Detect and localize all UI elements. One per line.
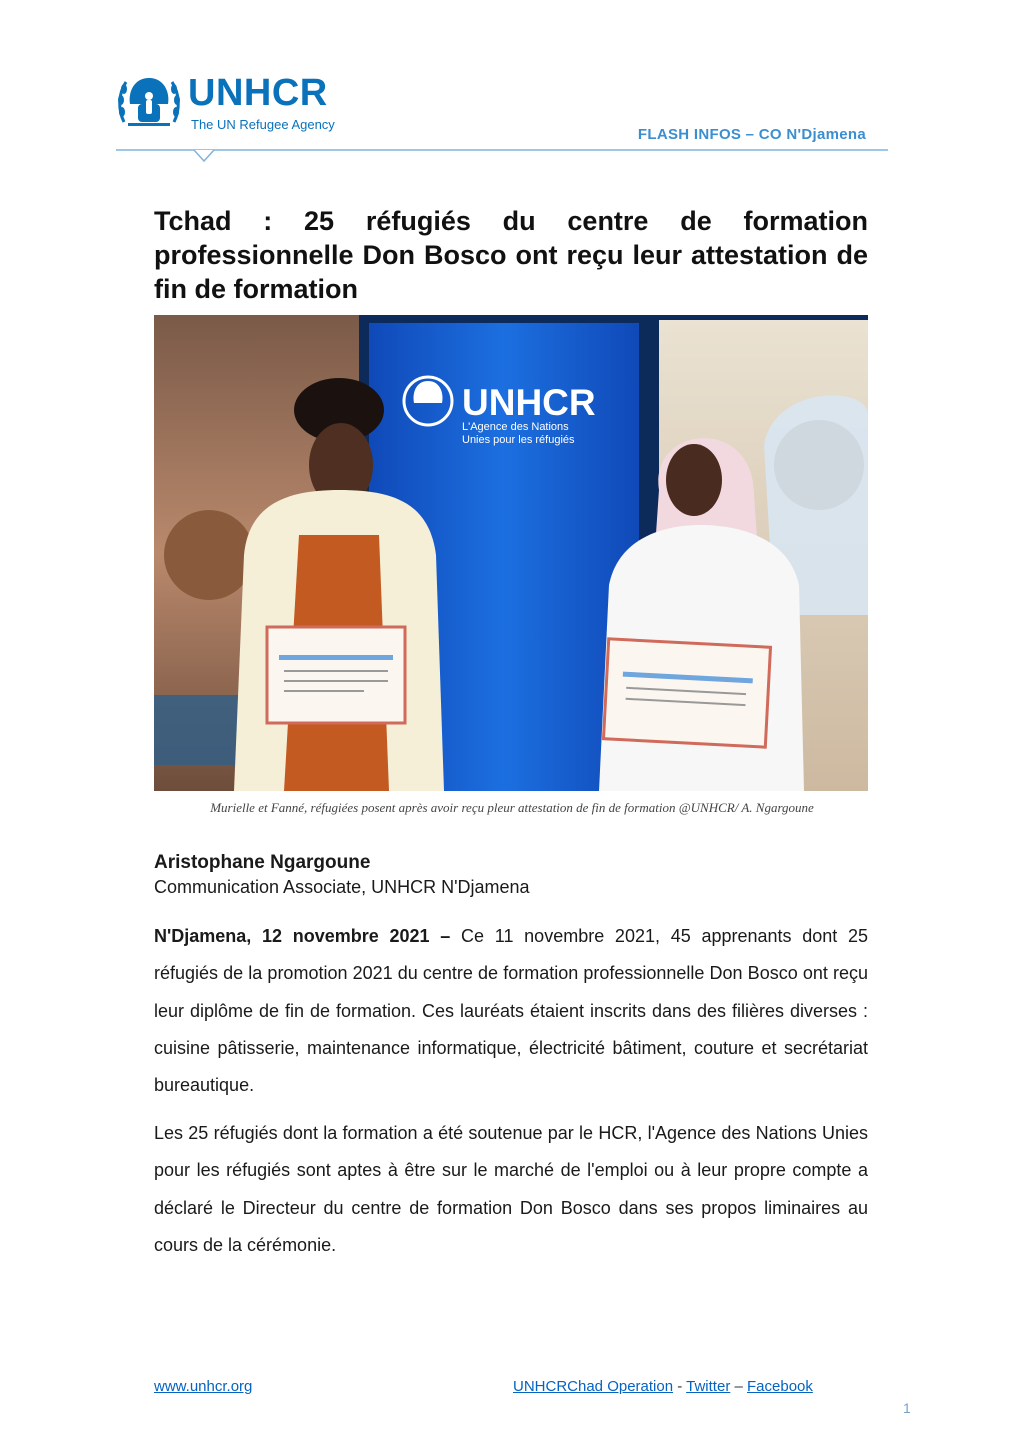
article-photo xyxy=(154,315,868,791)
paragraph-1-body: Ce 11 novembre 2021, 45 apprenants dont 25 réfugiés de la promotion 2021 du centre de formation professionnelle Don Bosco ont reçu leur diplôme de fin de formation. Ces lauréats étaient inscrits dans des filières diverses : cuisine pâtisserie, maintenance informatique, électricité bâtiment, couture et secrétariat bureautique. xyxy=(154,926,869,1096)
page-number: 1 xyxy=(903,1400,911,1416)
article-title: Tchad : 25 réfugiés du centre de formation professionnelle Don Bosco ont reçu leur attestation de fin de formation xyxy=(154,206,868,305)
banner-sub-line2: Unies pour les réfugiés xyxy=(462,434,575,446)
logo-wordmark: UNHCR xyxy=(188,72,328,114)
unhcr-chad-operation-link[interactable]: UNHCRChad Operation xyxy=(513,1378,674,1395)
footer-separator-1: - xyxy=(673,1378,687,1395)
unhcr-logo xyxy=(116,74,366,136)
website-link[interactable]: www.unhcr.org xyxy=(154,1378,253,1395)
footer-links xyxy=(513,1378,813,1395)
banner-logo-text: UNHCR xyxy=(462,382,596,423)
footer-website xyxy=(154,1378,252,1395)
photo-caption: Murielle et Fanné, réfugiées posent après avoir reçu pleur attestation de fin de formation @UNHCR/ A. Ngargoune xyxy=(210,800,814,815)
banner-sub-line1: L'Agence des Nations xyxy=(462,421,569,433)
certificate-left xyxy=(267,627,405,723)
paragraph-2: Les 25 réfugiés dont la formation a été soutenue par le HCR, l'Agence des Nations Unies pour les réfugiés sont aptes à être sur le marché de l'emploi ou à leur propre compte a déclaré le Directeur du centre de formation Don Bosco dans ses propos liminaires au cours de la cérémonie. xyxy=(154,1123,868,1255)
logo-tagline: The UN Refugee Agency xyxy=(191,117,335,132)
certificate-right xyxy=(603,639,770,747)
header-rule xyxy=(116,149,888,163)
author-role: Communication Associate, UNHCR N'Djamena xyxy=(154,877,530,897)
twitter-link[interactable]: Twitter xyxy=(686,1378,731,1395)
unhcr-emblem-icon xyxy=(116,74,182,132)
dateline: N'Djamena, 12 novembre 2021 – xyxy=(154,926,451,946)
footer-separator-2: – xyxy=(730,1378,748,1395)
facebook-link[interactable]: Facebook xyxy=(747,1378,813,1395)
flash-infos-label: FLASH INFOS – CO N'Djamena xyxy=(637,126,866,143)
photo-illustration xyxy=(154,315,868,791)
paragraph-1 xyxy=(154,918,868,1104)
author-name: Aristophane Ngargoune xyxy=(154,852,371,873)
